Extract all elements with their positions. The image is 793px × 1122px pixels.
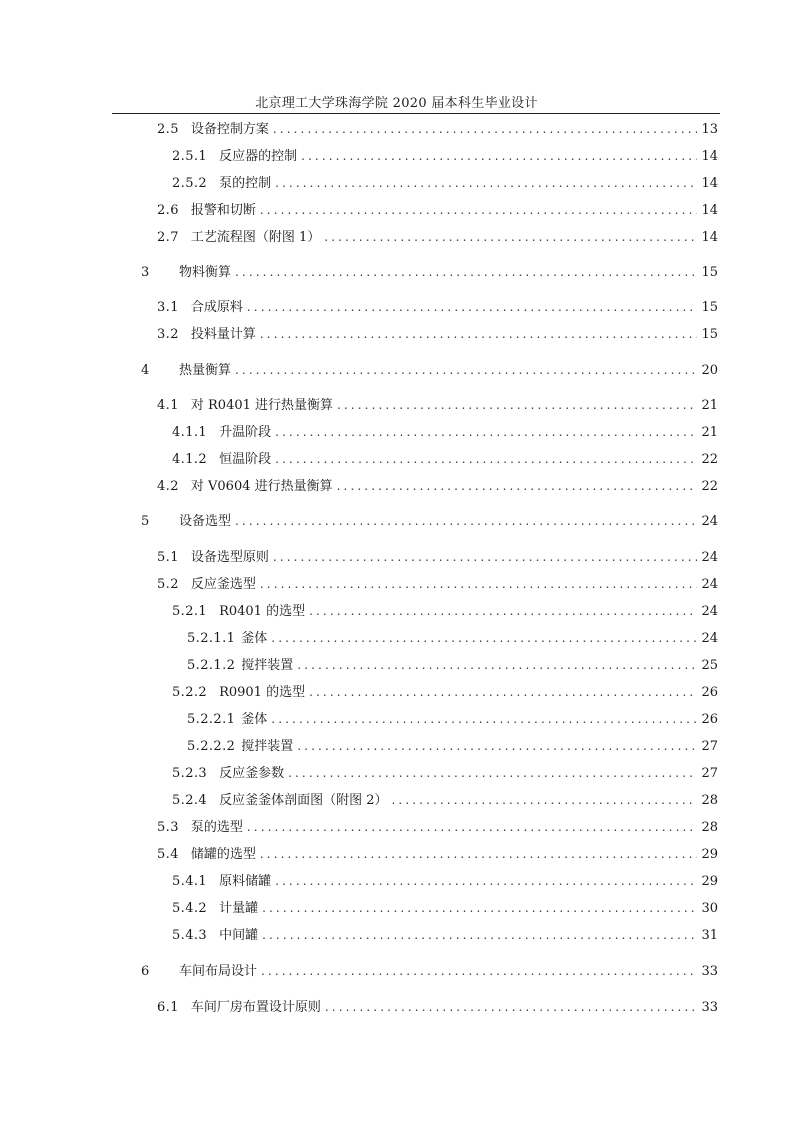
toc-leader-dots	[297, 656, 697, 674]
toc-entry[interactable]	[157, 998, 718, 1016]
toc-entry-number: 4.1	[157, 398, 179, 413]
toc-entry-title: 报警和切断	[190, 203, 256, 218]
toc-leader-dots	[288, 764, 697, 782]
toc-leader-dots	[260, 575, 698, 593]
toc-entry-number: 4	[141, 363, 150, 378]
toc-entry[interactable]	[157, 477, 718, 495]
toc-entry[interactable]	[157, 548, 718, 566]
toc-entry-page-number: 33	[701, 964, 718, 979]
toc-entry-title: 反应釜釜体剖面图（附图 2）	[219, 793, 388, 808]
toc-entry-number: 5.2.2.1	[187, 712, 236, 727]
toc-entry-number: 5.2.1	[172, 604, 208, 619]
toc-leader-dots	[337, 396, 697, 414]
toc-entry-title: 反应釜参数	[219, 766, 285, 781]
toc-leader-dots	[297, 737, 697, 755]
toc-entry-title: 反应釜选型	[190, 577, 256, 592]
toc-leader-dots	[275, 450, 697, 468]
toc-entry-page-number: 24	[701, 604, 718, 619]
toc-entry-number: 2.5	[157, 122, 179, 137]
toc-entry[interactable]	[172, 423, 718, 441]
toc-leader-dots	[275, 174, 697, 192]
toc-entry-title: 升温阶段	[219, 425, 272, 440]
toc-entry-title: 搅拌装置	[241, 658, 294, 673]
toc-entry[interactable]	[172, 764, 718, 782]
toc-entry-page-number: 22	[701, 452, 718, 467]
toc-entry-title: 设备控制方案	[190, 122, 269, 137]
toc-leader-dots	[260, 201, 698, 219]
toc-leader-dots	[273, 120, 698, 138]
toc-entry-number: 5.2.1.1	[187, 631, 236, 646]
page-header: 北京理工大学珠海学院 2020 届本科生毕业设计	[255, 96, 538, 111]
toc-entry[interactable]	[157, 396, 718, 414]
toc-leader-dots	[391, 791, 697, 809]
toc-leader-dots	[337, 477, 698, 495]
toc-entry-number: 5.2.2.2	[187, 739, 236, 754]
toc-entry-page-number: 30	[701, 901, 718, 916]
toc-entry-page-number: 13	[701, 122, 718, 137]
toc-entry-number: 5.4.1	[172, 874, 208, 889]
toc-entry[interactable]	[172, 174, 718, 192]
toc-entry[interactable]	[157, 120, 718, 138]
toc-entry-title: 车间布局设计	[179, 964, 258, 979]
toc-entry-title: 投料量计算	[190, 327, 256, 342]
toc-leader-dots	[271, 629, 697, 647]
toc-entry[interactable]	[157, 201, 718, 219]
toc-entry-page-number: 33	[701, 1000, 718, 1015]
toc-entry-number: 3	[141, 265, 150, 280]
toc-entry-page-number: 24	[701, 631, 718, 646]
toc-entry-number: 5.2.4	[172, 793, 208, 808]
toc-entry-page-number: 29	[701, 874, 718, 889]
toc-entry-title: 反应器的控制	[219, 149, 298, 164]
toc-entry[interactable]	[187, 710, 718, 728]
toc-entry[interactable]	[172, 899, 718, 917]
toc-entry-title: R0401 的选型	[219, 604, 306, 619]
toc-entry-page-number: 14	[701, 203, 718, 218]
toc-leader-dots	[262, 899, 697, 917]
toc-entry-title: 对 V0604 进行热量衡算	[190, 479, 333, 494]
toc-entry-title: 原料储罐	[219, 874, 272, 889]
toc-entry-page-number: 15	[701, 265, 718, 280]
toc-entry-page-number: 31	[701, 928, 718, 943]
toc-leader-dots	[301, 147, 697, 165]
toc-entry-title: 釜体	[241, 712, 268, 727]
toc-leader-dots	[235, 263, 697, 281]
toc-entry-number: 4.2	[157, 479, 179, 494]
toc-entry-page-number: 21	[701, 398, 718, 413]
toc-entry-title: 泵的控制	[219, 176, 272, 191]
toc-entry[interactable]	[157, 228, 718, 246]
toc-entry-page-number: 24	[701, 514, 718, 529]
toc-leader-dots	[309, 683, 697, 701]
toc-entry[interactable]	[157, 298, 718, 316]
toc-entry-title: 计量罐	[219, 901, 259, 916]
toc-leader-dots	[262, 926, 697, 944]
toc-entry-page-number: 15	[701, 300, 718, 315]
toc-entry[interactable]	[187, 737, 718, 755]
toc-entry-number: 3.2	[157, 327, 179, 342]
toc-entry-page-number: 26	[701, 712, 718, 727]
toc-entry-number: 5	[141, 514, 150, 529]
toc-leader-dots	[324, 228, 697, 246]
toc-leader-dots	[261, 962, 697, 980]
toc-entry-page-number: 14	[701, 230, 718, 245]
toc-entry-title: 物料衡算	[179, 265, 232, 280]
toc-entry[interactable]	[172, 450, 718, 468]
toc-entry[interactable]	[157, 575, 718, 593]
toc-leader-dots	[275, 423, 697, 441]
toc-entry-title: R0901 的选型	[219, 685, 306, 700]
toc-entry[interactable]	[172, 602, 718, 620]
toc-entry[interactable]	[187, 629, 718, 647]
toc-entry[interactable]	[141, 512, 718, 530]
toc-entry-title: 工艺流程图（附图 1）	[190, 230, 321, 245]
toc-entry-number: 4.1.2	[172, 452, 208, 467]
toc-entry-title: 搅拌装置	[241, 739, 294, 754]
toc-entry-number: 5.4	[157, 847, 179, 862]
toc-entry-page-number: 25	[701, 658, 718, 673]
toc-entry[interactable]	[172, 147, 718, 165]
toc-entry-page-number: 20	[701, 363, 718, 378]
toc-entry-page-number: 28	[701, 820, 718, 835]
toc-entry-number: 2.6	[157, 203, 179, 218]
toc-entry-page-number: 14	[701, 176, 718, 191]
toc-entry[interactable]	[172, 926, 718, 944]
toc-entry-page-number: 15	[701, 327, 718, 342]
toc-entry-title: 对 R0401 进行热量衡算	[190, 398, 334, 413]
toc-entry-page-number: 24	[701, 577, 718, 592]
toc-entry-title: 中间罐	[219, 928, 259, 943]
toc-leader-dots	[271, 710, 697, 728]
toc-entry-title: 设备选型	[179, 514, 232, 529]
toc-leader-dots	[235, 512, 697, 530]
toc-entry-number: 5.2	[157, 577, 179, 592]
toc-entry-page-number: 27	[701, 766, 718, 781]
toc-entry[interactable]	[157, 818, 718, 836]
toc-entry-page-number: 29	[701, 847, 718, 862]
toc-entry-title: 设备选型原则	[190, 550, 269, 565]
toc-entry-title: 釜体	[241, 631, 268, 646]
toc-leader-dots	[275, 872, 697, 890]
toc-entry-number: 5.2.2	[172, 685, 208, 700]
toc-entry-number: 5.2.3	[172, 766, 208, 781]
toc-entry-page-number: 14	[701, 149, 718, 164]
toc-entry-number: 5.4.3	[172, 928, 208, 943]
toc-leader-dots	[235, 361, 697, 379]
toc-entry-page-number: 21	[701, 425, 718, 440]
toc-entry-number: 2.5.1	[172, 149, 208, 164]
toc-leader-dots	[247, 298, 698, 316]
toc-entry-title: 热量衡算	[179, 363, 232, 378]
toc-entry-number: 6	[141, 964, 150, 979]
toc-entry-page-number: 27	[701, 739, 718, 754]
toc-entry-number: 5.4.2	[172, 901, 208, 916]
toc-entry-number: 5.1	[157, 550, 179, 565]
toc-entry[interactable]	[157, 325, 718, 343]
toc-leader-dots	[247, 818, 698, 836]
toc-leader-dots	[309, 602, 697, 620]
toc-entry-page-number: 22	[701, 479, 718, 494]
toc-entry[interactable]	[141, 361, 718, 379]
toc-entry-page-number: 26	[701, 685, 718, 700]
toc-entry[interactable]	[141, 263, 718, 281]
toc-leader-dots	[325, 998, 698, 1016]
toc-entry-number: 5.3	[157, 820, 179, 835]
toc-entry[interactable]	[187, 656, 718, 674]
toc-leader-dots	[260, 325, 698, 343]
toc-entry-number: 4.1.1	[172, 425, 208, 440]
toc-entry-number: 2.5.2	[172, 176, 208, 191]
toc-leader-dots	[260, 845, 698, 863]
toc-entry-title: 恒温阶段	[219, 452, 272, 467]
toc-entry-title: 车间厂房布置设计原则	[190, 1000, 321, 1015]
toc-entry-number: 6.1	[157, 1000, 179, 1015]
toc-entry-number: 5.2.1.2	[187, 658, 236, 673]
toc-entry[interactable]	[172, 683, 718, 701]
toc-entry[interactable]	[172, 791, 718, 809]
toc-entry-title: 泵的选型	[190, 820, 243, 835]
toc-entry[interactable]	[157, 845, 718, 863]
toc-leader-dots	[273, 548, 698, 566]
toc-entry-page-number: 24	[701, 550, 718, 565]
toc-entry-title: 合成原料	[190, 300, 243, 315]
toc-entry[interactable]	[172, 872, 718, 890]
toc-entry[interactable]	[141, 962, 718, 980]
toc-entry-page-number: 28	[701, 793, 718, 808]
toc-entry-title: 储罐的选型	[190, 847, 256, 862]
toc-entry-number: 3.1	[157, 300, 179, 315]
toc-entry-number: 2.7	[157, 230, 179, 245]
